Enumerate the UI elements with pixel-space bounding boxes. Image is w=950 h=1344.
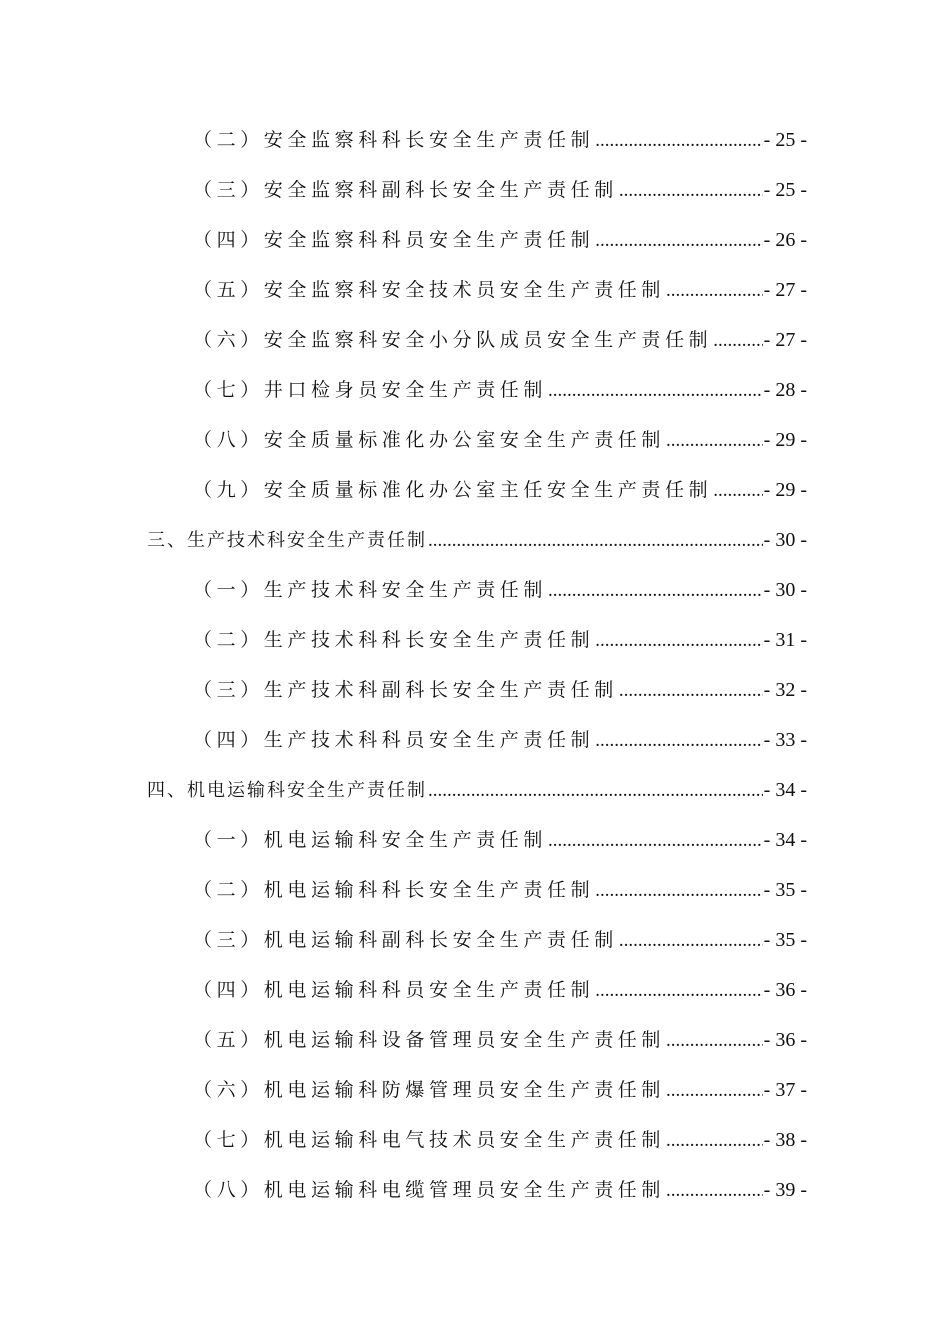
toc-entry-title: （七）井口检身员安全生产责任制	[193, 379, 548, 401]
dot-leader	[548, 376, 763, 406]
toc-entry[interactable]	[193, 1175, 807, 1205]
toc-entry-title: （二）安全监察科科长安全生产责任制	[193, 129, 595, 151]
toc-entry-page: - 28 -	[763, 379, 807, 401]
toc-entry-page: - 26 -	[763, 229, 807, 251]
dot-leader	[595, 726, 762, 756]
toc-entry[interactable]	[193, 975, 807, 1005]
toc-entry-page: - 30 -	[763, 529, 807, 551]
dot-leader	[595, 876, 762, 906]
dot-leader	[428, 776, 763, 806]
dot-leader	[595, 126, 762, 156]
toc-entry[interactable]	[193, 125, 807, 155]
toc-entry-title: （九）安全质量标准化办公室主任安全生产责任制	[193, 479, 713, 501]
toc-entry-page: - 27 -	[763, 329, 807, 351]
toc-entry-title: （七）机电运输科电气技术员安全生产责任制	[193, 1129, 666, 1151]
toc-entry[interactable]	[193, 725, 807, 755]
toc-entry-page: - 27 -	[763, 279, 807, 301]
toc-entry[interactable]	[193, 275, 807, 305]
toc-entry-title: （五）机电运输科设备管理员安全生产责任制	[193, 1029, 666, 1051]
toc-entry[interactable]	[193, 1125, 807, 1155]
toc-entry-page: - 35 -	[763, 879, 807, 901]
toc-entry[interactable]	[193, 175, 807, 205]
toc-entry-title: （六）机电运输科防爆管理员安全生产责任制	[193, 1079, 666, 1101]
toc-entry-title: （六）安全监察科安全小分队成员安全生产责任制	[193, 329, 713, 351]
dot-leader	[666, 276, 763, 306]
toc-entry[interactable]	[193, 625, 807, 655]
toc-entry[interactable]	[193, 1025, 807, 1055]
dot-leader	[713, 476, 762, 506]
dot-leader	[548, 826, 763, 856]
toc-entry-page: - 39 -	[763, 1179, 807, 1201]
toc-entry-title: （四）机电运输科科员安全生产责任制	[193, 979, 595, 1001]
toc-entry-page: - 34 -	[763, 779, 807, 801]
dot-leader	[666, 1026, 763, 1056]
toc-entry-title: （二）机电运输科科长安全生产责任制	[193, 879, 595, 901]
dot-leader	[666, 1176, 763, 1206]
dot-leader	[548, 576, 763, 606]
toc-section-entry[interactable]	[147, 775, 807, 805]
dot-leader	[619, 176, 763, 206]
toc-entry[interactable]	[193, 1075, 807, 1105]
toc-entry-page: - 31 -	[763, 629, 807, 651]
toc-entry-page: - 37 -	[763, 1079, 807, 1101]
dot-leader	[595, 626, 762, 656]
toc-entry[interactable]	[193, 475, 807, 505]
dot-leader	[666, 426, 763, 456]
toc-entry-page: - 30 -	[763, 579, 807, 601]
toc-entry-page: - 25 -	[763, 129, 807, 151]
toc-entry-title: 四、机电运输科安全生产责任制	[147, 780, 427, 801]
toc-entry-page: - 35 -	[763, 929, 807, 951]
toc-entry[interactable]	[193, 425, 807, 455]
toc-entry-page: - 36 -	[763, 979, 807, 1001]
toc-entry-page: - 29 -	[763, 429, 807, 451]
toc-entry[interactable]	[193, 925, 807, 955]
toc-entry-title: （一）机电运输科安全生产责任制	[193, 829, 548, 851]
toc-entry[interactable]	[193, 575, 807, 605]
dot-leader	[666, 1076, 763, 1106]
toc-entry-page: - 29 -	[763, 479, 807, 501]
toc-entry-title: （三）生产技术科副科长安全生产责任制	[193, 679, 618, 701]
toc-entry-title: （八）机电运输科电缆管理员安全生产责任制	[193, 1179, 666, 1201]
toc-entry-title: （八）安全质量标准化办公室安全生产责任制	[193, 429, 666, 451]
dot-leader	[666, 1126, 763, 1156]
toc-entry-page: - 33 -	[763, 729, 807, 751]
toc-entry-page: - 32 -	[763, 679, 807, 701]
toc-entry[interactable]	[193, 825, 807, 855]
toc-entry-page: - 38 -	[763, 1129, 807, 1151]
toc-entry[interactable]	[193, 875, 807, 905]
toc-entry-title: （三）机电运输科副科长安全生产责任制	[193, 929, 618, 951]
toc-entry-title: （四）生产技术科科员安全生产责任制	[193, 729, 595, 751]
toc-entry[interactable]	[193, 225, 807, 255]
toc-entry-page: - 36 -	[763, 1029, 807, 1051]
dot-leader	[428, 526, 763, 556]
toc-entry-title: （一）生产技术科安全生产责任制	[193, 579, 548, 601]
dot-leader	[595, 976, 762, 1006]
toc-entry[interactable]	[193, 675, 807, 705]
toc-entry-page: - 25 -	[763, 179, 807, 201]
dot-leader	[595, 226, 762, 256]
dot-leader	[619, 926, 763, 956]
toc-entry-title: （五）安全监察科安全技术员安全生产责任制	[193, 279, 666, 301]
dot-leader	[713, 326, 762, 356]
toc-entry-title: （三）安全监察科副科长安全生产责任制	[193, 179, 618, 201]
dot-leader	[619, 676, 763, 706]
toc-entry-page: - 34 -	[763, 829, 807, 851]
toc-entry-title: 三、生产技术科安全生产责任制	[147, 530, 427, 551]
toc-section-entry[interactable]	[147, 525, 807, 555]
toc-entry[interactable]	[193, 325, 807, 355]
toc-entry-title: （四）安全监察科科员安全生产责任制	[193, 229, 595, 251]
toc-entry[interactable]	[193, 375, 807, 405]
toc-entry-title: （二）生产技术科科长安全生产责任制	[193, 629, 595, 651]
